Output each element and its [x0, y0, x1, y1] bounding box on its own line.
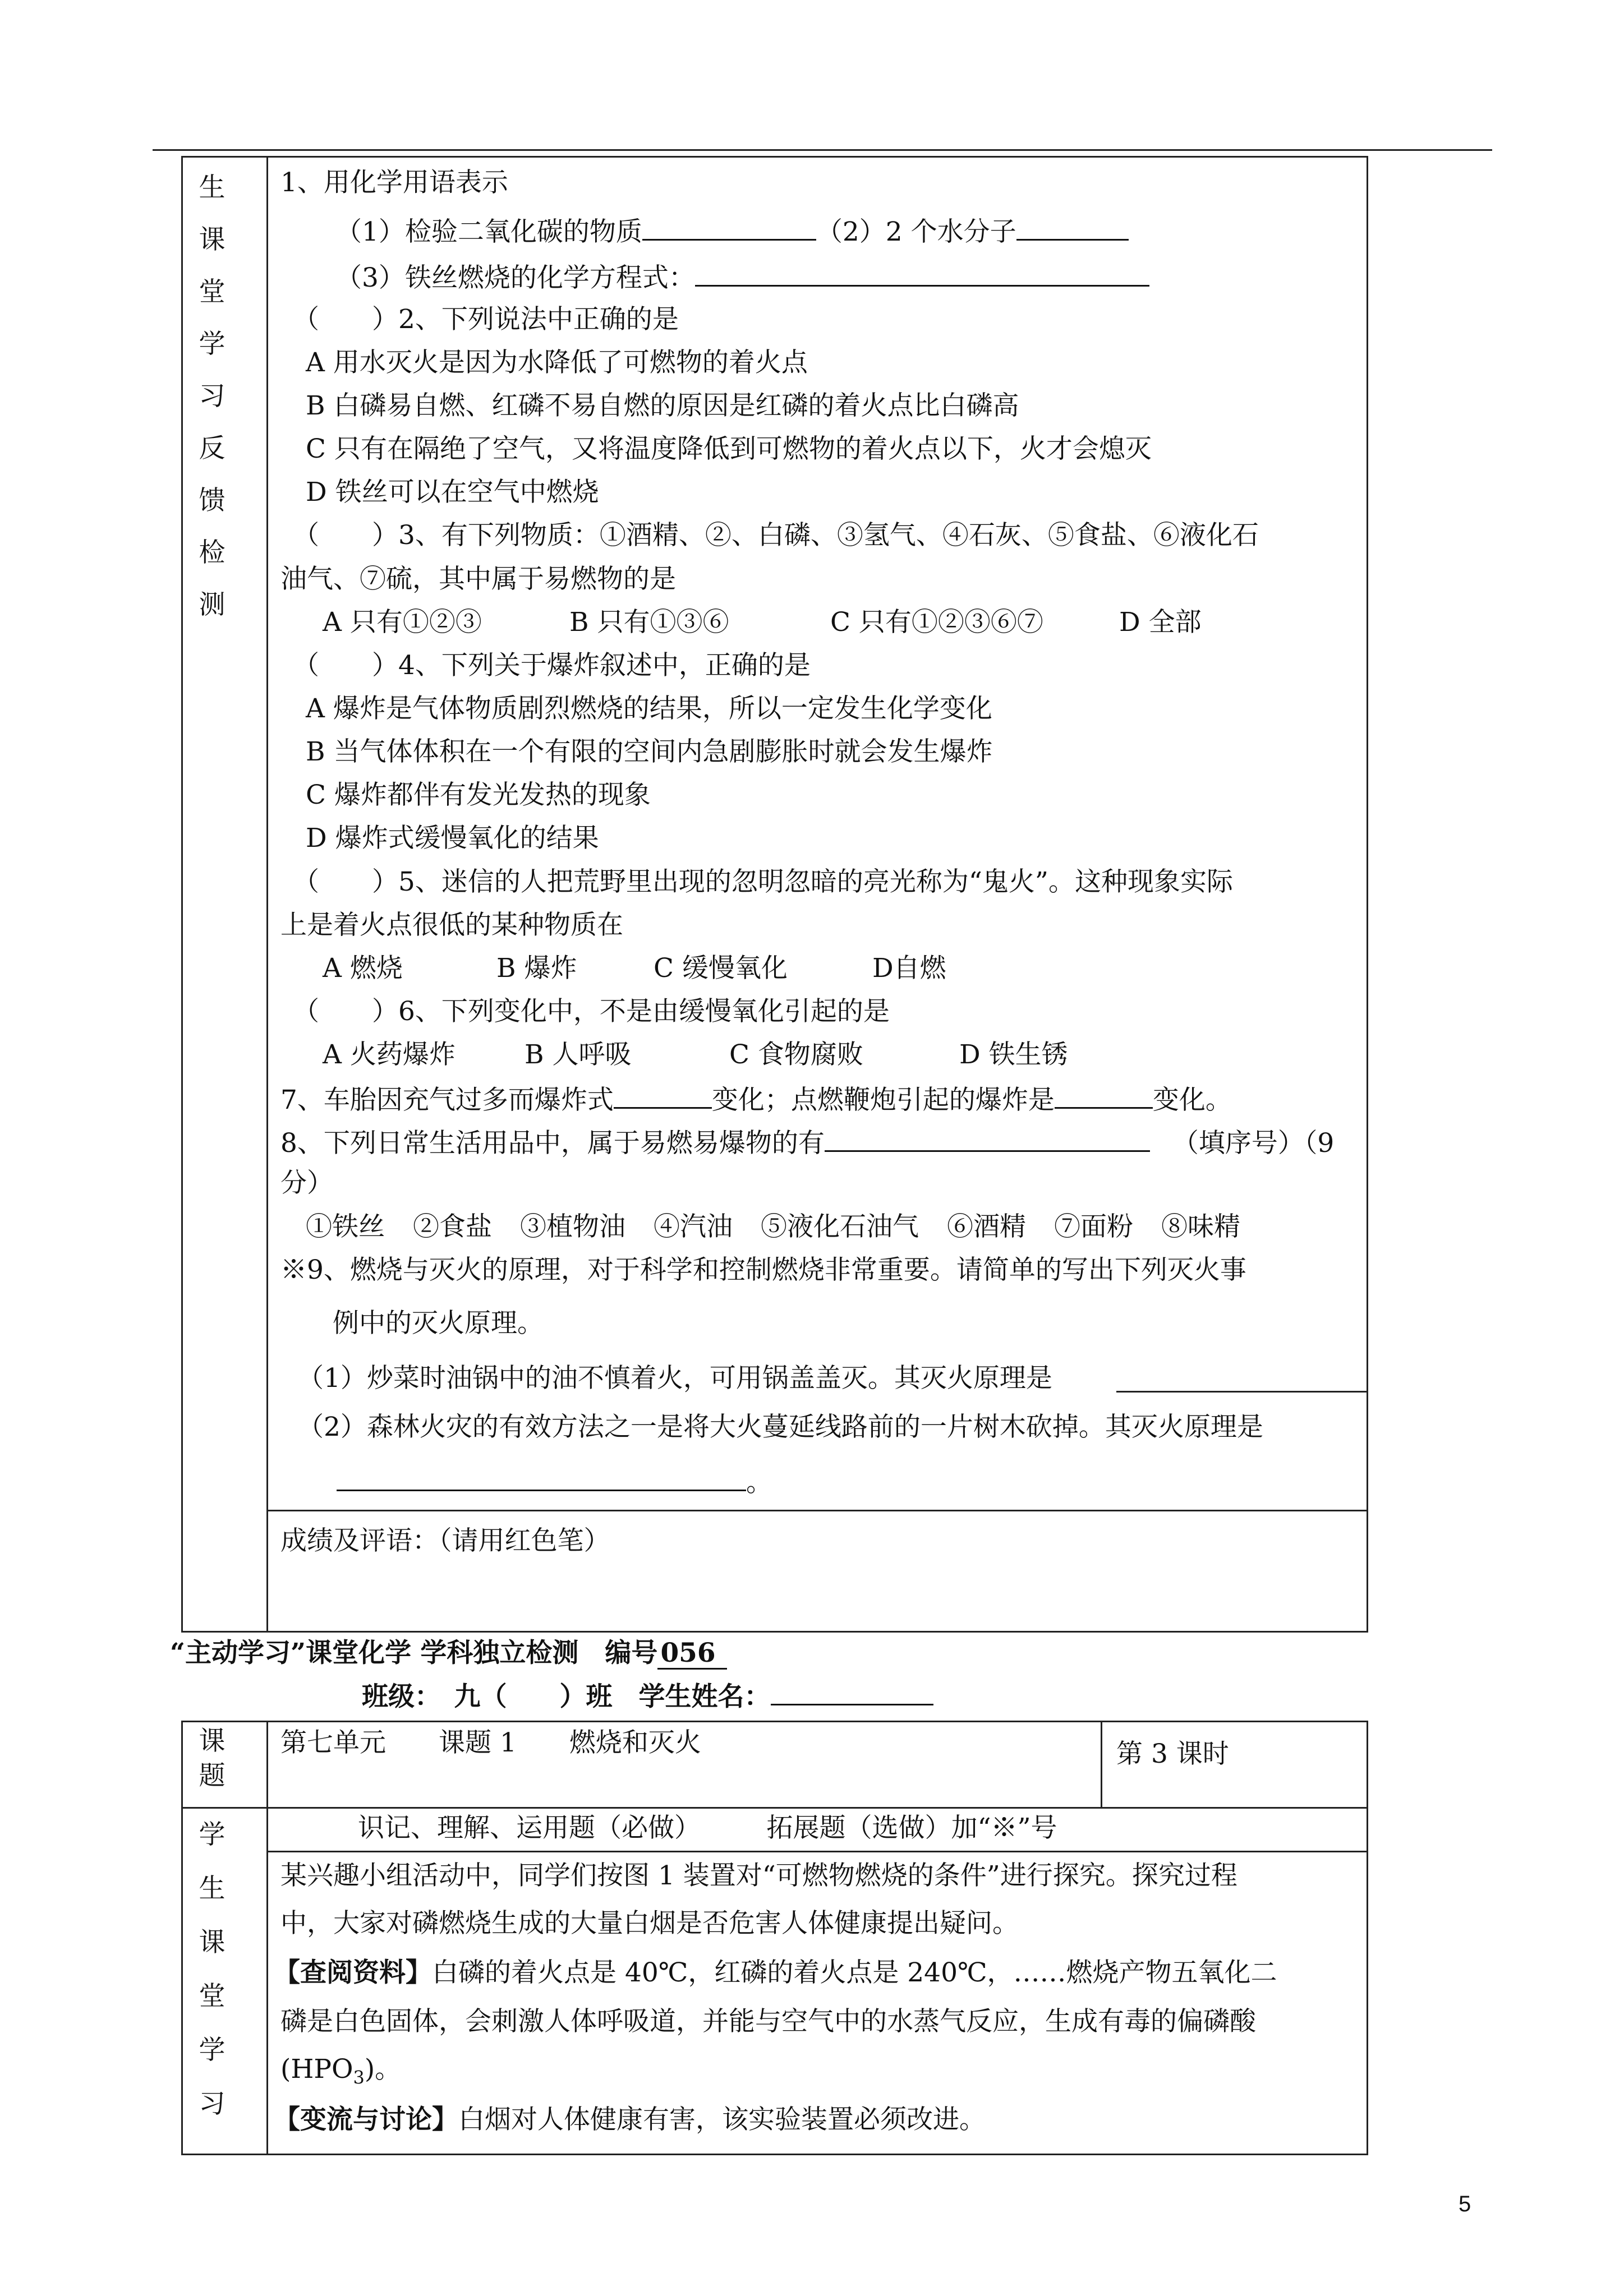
page-number: 5	[1459, 2192, 1471, 2216]
q4-option: D 爆炸式缓慢氧化的结果	[306, 823, 599, 854]
page-top-rule	[153, 149, 1492, 151]
q4-option: C 爆炸都伴有发光发热的现象	[306, 780, 651, 810]
side-label-feedback: 生 课 堂 学 习 反 馈 检 测	[199, 172, 226, 620]
q9-stem: ※9、燃烧与灭火的原理，对于科学和控制燃烧非常重要。请简单的写出下列灭火事	[280, 1255, 1246, 1285]
q3-stem-cont: 油气、⑦硫，其中属于易燃物的是	[280, 564, 676, 594]
q9-part1: （1）炒菜时油锅中的油不慎着火，可用锅盖盖灭。其灭火原理是	[297, 1363, 1052, 1394]
q2-stem: （ ）2、下列说法中正确的是	[293, 304, 679, 335]
q7: 7、车胎因充气过多而爆炸式 变化；点燃鞭炮引起的爆炸是 变化。	[280, 1081, 1232, 1117]
q1-part1: （1）检验二氧化碳的物质 （2）2 个水分子	[335, 213, 1129, 249]
q4-option: A 爆炸是气体物质剧烈燃烧的结果，所以一定发生化学变化	[306, 693, 992, 724]
lesson-number: 第 3 课时	[1116, 1739, 1229, 1769]
answer-blank[interactable]	[825, 1124, 1150, 1152]
q8-cont: 分）	[280, 1168, 333, 1198]
reference-paragraph: 【查阅资料】白磷的着火点是 40℃，红磷的着火点是 240℃，……燃烧产物五氧化二	[274, 1957, 1277, 1988]
q4-option: B 当气体体积在一个有限的空间内急剧膨胀时就会发生爆炸	[306, 736, 993, 767]
answer-blank[interactable]	[642, 213, 816, 241]
q5-stem-cont: 上是着火点很低的某种物质在	[280, 910, 623, 940]
reference-paragraph-formula: $(HPO_3)$。	[280, 2054, 402, 2088]
q8-items: ①铁丝 ②食盐 ③植物油 ④汽油 ⑤液化石油气 ⑥酒精 ⑦面粉 ⑧味精	[306, 1211, 1240, 1242]
intro-paragraph-cont: 中，大家对磷燃烧生成的大量白烟是否危害人体健康提出疑问。	[280, 1908, 1019, 1939]
q6-option: D 铁生锈	[959, 1039, 1068, 1070]
q3-option: C 只有①②③⑥⑦	[830, 607, 1043, 638]
discussion-paragraph: 【变流与讨论】白烟对人体健康有害，该实验装置必须改进。	[274, 2104, 986, 2135]
q5-option: B 爆炸	[496, 953, 577, 984]
q3-option: A 只有①②③	[323, 607, 482, 638]
q2-option: B 白磷易自燃、红磷不易自燃的原因是红磷的着火点比白磷高	[306, 390, 1019, 421]
q5-option: A 燃烧	[323, 953, 403, 984]
class-student-line: 班级： 九（ ）班 学生姓名：	[362, 1678, 933, 1714]
q6-stem: （ ）6、下列变化中，不是由缓慢氧化引起的是	[293, 996, 890, 1027]
answer-blank[interactable]	[1055, 1081, 1153, 1109]
topic-label: 课 题	[199, 1726, 226, 1791]
q9-part2-answer: 。	[337, 1464, 772, 1500]
reference-paragraph-cont: 磷是白色固体，会刺激人体呼吸道，并能与空气中的水蒸气反应，生成有毒的偏磷酸	[280, 2006, 1256, 2037]
answer-blank[interactable]	[1016, 213, 1129, 241]
q3-option: D 全部	[1119, 607, 1202, 638]
q2-option: A 用水灭火是因为水降低了可燃物的着火点	[306, 347, 808, 378]
q8: 8、下列日常生活用品中，属于易燃易爆物的有 （填序号）（9	[280, 1124, 1334, 1160]
q3-stem: （ ）3、有下列物质：①酒精、②、白磷、③氢气、④石灰、⑤食盐、⑥液化石	[293, 520, 1259, 551]
q6-option: C 食物腐败	[729, 1039, 863, 1070]
q5-option: D自燃	[872, 953, 946, 984]
q5-stem: （ ）5、迷信的人把荒野里出现的忽明忽暗的亮光称为“鬼火”。这种现象实际	[293, 866, 1233, 897]
question-category-note: 识记、理解、运用题（必做） 拓展题（选做）加“※”号	[358, 1813, 1057, 1843]
q5-option: C 缓慢氧化	[654, 953, 788, 984]
grade-comment-label: 成绩及评语：（请用红色笔）	[280, 1525, 610, 1556]
worksheet-title: “主动学习”课堂化学 学科独立检测 编号 056	[170, 1636, 727, 1670]
answer-blank[interactable]	[614, 1081, 712, 1109]
q2-option: C 只有在隔绝了空气，又将温度降低到可燃物的着火点以下，火才会熄灭	[306, 434, 1152, 464]
intro-paragraph: 某兴趣小组活动中，同学们按图 1 装置对“可燃物燃烧的条件”进行探究。探究过程	[280, 1860, 1237, 1891]
answer-blank[interactable]	[337, 1464, 746, 1491]
q1-part3: （3）铁丝燃烧的化学方程式：	[335, 259, 1149, 295]
q6-option: A 火药爆炸	[323, 1039, 456, 1070]
q9-part2: （2）森林火灾的有效方法之一是将大火蔓延线路前的一片树木砍掉。其灭火原理是	[297, 1412, 1263, 1442]
q2-option: D 铁丝可以在空气中燃烧	[306, 477, 599, 508]
q4-stem: （ ）4、下列关于爆炸叙述中，正确的是	[293, 650, 811, 681]
q1-title: 1、用化学用语表示	[280, 167, 508, 198]
student-name-blank[interactable]	[771, 1678, 933, 1705]
answer-blank[interactable]	[695, 259, 1149, 287]
q9-stem-cont: 例中的灭火原理。	[333, 1308, 544, 1339]
q3-option: B 只有①③⑥	[569, 607, 729, 638]
q6-option: B 人呼吸	[525, 1039, 632, 1070]
side-label-class-study: 学 生 课 堂 学 习	[199, 1819, 226, 2119]
topic-text: 第七单元 课题 1 燃烧和灭火	[280, 1727, 701, 1758]
